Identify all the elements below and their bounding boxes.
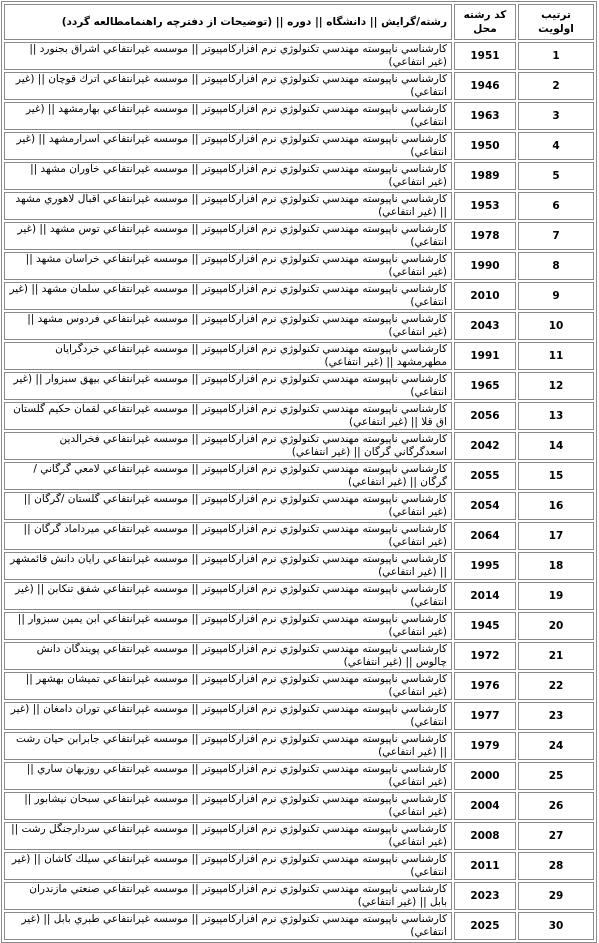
table-row [4, 372, 594, 400]
description-cell: كارشناسي ناپيوسته مهندسي تكنولوژي نرم افزاركامپيوتر || موسسه غيرانتفاعي اترك قوچان || (غير انتفاعي) [4, 72, 452, 100]
rank-cell: 4 [518, 132, 594, 160]
code-cell: 2043 [454, 312, 516, 340]
description-cell: كارشناسي ناپيوسته مهندسي تكنولوژي نرم افزاركامپيوتر || موسسه غيرانتفاعي لقمان حكيم گلستان اق قلا || (غير انتفاعي) [4, 402, 452, 430]
description-cell: كارشناسي ناپيوسته مهندسي تكنولوژي نرم افزاركامپيوتر || موسسه غيرانتفاعي توران دامغان || (غير انتفاعي) [4, 702, 452, 730]
rank-cell: 23 [518, 702, 594, 730]
header-code: کد رشته محل [454, 4, 516, 40]
table-row [4, 342, 594, 370]
code-cell: 2000 [454, 762, 516, 790]
code-cell: 1963 [454, 102, 516, 130]
rank-cell: 24 [518, 732, 594, 760]
code-cell: 1978 [454, 222, 516, 250]
rank-cell: 6 [518, 192, 594, 220]
description-cell: كارشناسي ناپيوسته مهندسي تكنولوژي نرم افزاركامپيوتر || موسسه غيرانتفاعي سلمان مشهد || (غير انتفاعي) [4, 282, 452, 310]
code-cell: 1976 [454, 672, 516, 700]
table-row [4, 732, 594, 760]
table-row [4, 312, 594, 340]
table-row [4, 522, 594, 550]
code-cell: 1989 [454, 162, 516, 190]
code-cell: 2042 [454, 432, 516, 460]
rank-cell: 14 [518, 432, 594, 460]
table-row [4, 612, 594, 640]
rank-cell: 2 [518, 72, 594, 100]
table-row [4, 162, 594, 190]
code-cell: 2011 [454, 852, 516, 880]
code-cell: 1953 [454, 192, 516, 220]
description-cell: كارشناسي ناپيوسته مهندسي تكنولوژي نرم افزاركامپيوتر || موسسه غيرانتفاعي فردوس مشهد || (غير انتفاعي) [4, 312, 452, 340]
rank-cell: 11 [518, 342, 594, 370]
table-row [4, 102, 594, 130]
rank-cell: 3 [518, 102, 594, 130]
description-cell: كارشناسي ناپيوسته مهندسي تكنولوژي نرم افزاركامپيوتر || موسسه غيرانتفاعي سبحان نيشابور || (غير انتفاعي) [4, 792, 452, 820]
rank-cell: 12 [518, 372, 594, 400]
code-cell: 1950 [454, 132, 516, 160]
rank-cell: 1 [518, 42, 594, 70]
code-cell: 1979 [454, 732, 516, 760]
rank-cell: 13 [518, 402, 594, 430]
table-body [4, 42, 594, 940]
rank-cell: 27 [518, 822, 594, 850]
table-row [4, 42, 594, 70]
table-row [4, 702, 594, 730]
table-row [4, 672, 594, 700]
description-cell: كارشناسي ناپيوسته مهندسي تكنولوژي نرم افزاركامپيوتر || موسسه غيرانتفاعي گلستان /گرگان || (غير انتفاعي) [4, 492, 452, 520]
rank-cell: 10 [518, 312, 594, 340]
rank-cell: 15 [518, 462, 594, 490]
code-cell: 2054 [454, 492, 516, 520]
rank-cell: 22 [518, 672, 594, 700]
code-cell: 1945 [454, 612, 516, 640]
code-cell: 2023 [454, 882, 516, 910]
table-row [4, 852, 594, 880]
description-cell: كارشناسي ناپيوسته مهندسي تكنولوژي نرم افزاركامپيوتر || موسسه غيرانتفاعي خردگرايان مطهرمشهد || (غير انتفاعي) [4, 342, 452, 370]
table-row [4, 762, 594, 790]
code-cell: 2056 [454, 402, 516, 430]
code-cell: 1951 [454, 42, 516, 70]
code-cell: 2010 [454, 282, 516, 310]
header-rank: ترتیب اولویت [518, 4, 594, 40]
description-cell: كارشناسي ناپيوسته مهندسي تكنولوژي نرم افزاركامپيوتر || موسسه غيرانتفاعي رايان دانش قائمشهر || (غير انتفاعي) [4, 552, 452, 580]
description-cell: كارشناسي ناپيوسته مهندسي تكنولوژي نرم افزاركامپيوتر || موسسه غيرانتفاعي ميرداماد گرگان || (غير انتفاعي) [4, 522, 452, 550]
description-cell: كارشناسي ناپيوسته مهندسي تكنولوژي نرم افزاركامپيوتر || موسسه غيرانتفاعي اقبال لاهوري مشهد || (غير انتفاعي) [4, 192, 452, 220]
description-cell: كارشناسي ناپيوسته مهندسي تكنولوژي نرم افزاركامپيوتر || موسسه غيرانتفاعي خاوران مشهد || (غير انتفاعي) [4, 162, 452, 190]
table-row [4, 882, 594, 910]
priority-table [1, 1, 597, 943]
description-cell: كارشناسي ناپيوسته مهندسي تكنولوژي نرم افزاركامپيوتر || موسسه غيرانتفاعي سيلك كاشان || (غير انتفاعي) [4, 852, 452, 880]
description-cell: كارشناسي ناپيوسته مهندسي تكنولوژي نرم افزاركامپيوتر || موسسه غيرانتفاعي صنعتي مازندران بابل || (غير انتفاعي) [4, 882, 452, 910]
rank-cell: 29 [518, 882, 594, 910]
rank-cell: 7 [518, 222, 594, 250]
description-cell: كارشناسي ناپيوسته مهندسي تكنولوژي نرم افزاركامپيوتر || موسسه غيرانتفاعي اشراق بجنورد || (غير انتفاعي) [4, 42, 452, 70]
rank-cell: 25 [518, 762, 594, 790]
rank-cell: 18 [518, 552, 594, 580]
code-cell: 1990 [454, 252, 516, 280]
description-cell: كارشناسي ناپيوسته مهندسي تكنولوژي نرم افزاركامپيوتر || موسسه غيرانتفاعي روزبهان ساري || (غير انتفاعي) [4, 762, 452, 790]
rank-cell: 9 [518, 282, 594, 310]
rank-cell: 16 [518, 492, 594, 520]
code-cell: 1946 [454, 72, 516, 100]
description-cell: كارشناسي ناپيوسته مهندسي تكنولوژي نرم افزاركامپيوتر || موسسه غيرانتفاعي سردارجنگل رشت || (غير انتفاعي) [4, 822, 452, 850]
rank-cell: 28 [518, 852, 594, 880]
code-cell: 1977 [454, 702, 516, 730]
rank-cell: 17 [518, 522, 594, 550]
table-row [4, 492, 594, 520]
description-cell: كارشناسي ناپيوسته مهندسي تكنولوژي نرم افزاركامپيوتر || موسسه غيرانتفاعي پويندگان دانش چالوس || (غير انتفاعي) [4, 642, 452, 670]
table-row [4, 252, 594, 280]
table-row [4, 462, 594, 490]
rank-cell: 30 [518, 912, 594, 940]
rank-cell: 19 [518, 582, 594, 610]
rank-cell: 26 [518, 792, 594, 820]
description-cell: كارشناسي ناپيوسته مهندسي تكنولوژي نرم افزاركامپيوتر || موسسه غيرانتفاعي طبري بابل || (غير انتفاعي) [4, 912, 452, 940]
rank-cell: 5 [518, 162, 594, 190]
table-row [4, 792, 594, 820]
table-row [4, 132, 594, 160]
description-cell: كارشناسي ناپيوسته مهندسي تكنولوژي نرم افزاركامپيوتر || موسسه غيرانتفاعي لامعي گرگاني /گرگان || (غير انتفاعي) [4, 462, 452, 490]
table-row [4, 432, 594, 460]
table-row [4, 222, 594, 250]
code-cell: 2025 [454, 912, 516, 940]
description-cell: كارشناسي ناپيوسته مهندسي تكنولوژي نرم افزاركامپيوتر || موسسه غيرانتفاعي بهارمشهد || (غير انتفاعي) [4, 102, 452, 130]
code-cell: 2014 [454, 582, 516, 610]
description-cell: كارشناسي ناپيوسته مهندسي تكنولوژي نرم افزاركامپيوتر || موسسه غيرانتفاعي تميشان بهشهر || (غير انتفاعي) [4, 672, 452, 700]
table-row [4, 822, 594, 850]
description-cell: كارشناسي ناپيوسته مهندسي تكنولوژي نرم افزاركامپيوتر || موسسه غيرانتفاعي ابن يمين سبزوار || (غير انتفاعي) [4, 612, 452, 640]
table-row [4, 282, 594, 310]
table-row [4, 192, 594, 220]
description-cell: كارشناسي ناپيوسته مهندسي تكنولوژي نرم افزاركامپيوتر || موسسه غيرانتفاعي شفق تنكابن || (غير انتفاعي) [4, 582, 452, 610]
description-cell: كارشناسي ناپيوسته مهندسي تكنولوژي نرم افزاركامپيوتر || موسسه غيرانتفاعي خراسان مشهد || (غير انتفاعي) [4, 252, 452, 280]
table-row [4, 72, 594, 100]
description-cell: كارشناسي ناپيوسته مهندسي تكنولوژي نرم افزاركامپيوتر || موسسه غيرانتفاعي جابرابن حيان رشت || (غير انتفاعي) [4, 732, 452, 760]
header-row [4, 4, 594, 40]
table-row [4, 582, 594, 610]
rank-cell: 8 [518, 252, 594, 280]
code-cell: 2008 [454, 822, 516, 850]
code-cell: 1991 [454, 342, 516, 370]
code-cell: 2055 [454, 462, 516, 490]
rank-cell: 21 [518, 642, 594, 670]
description-cell: كارشناسي ناپيوسته مهندسي تكنولوژي نرم افزاركامپيوتر || موسسه غيرانتفاعي اسرارمشهد || (غير انتفاعي) [4, 132, 452, 160]
description-cell: كارشناسي ناپيوسته مهندسي تكنولوژي نرم افزاركامپيوتر || موسسه غيرانتفاعي فخرالدين اسعدگرگاني گرگان || (غير انتفاعي) [4, 432, 452, 460]
rank-cell: 20 [518, 612, 594, 640]
table-row [4, 402, 594, 430]
code-cell: 2064 [454, 522, 516, 550]
description-cell: كارشناسي ناپيوسته مهندسي تكنولوژي نرم افزاركامپيوتر || موسسه غيرانتفاعي بيهق سبزوار || (غير انتفاعي) [4, 372, 452, 400]
description-cell: كارشناسي ناپيوسته مهندسي تكنولوژي نرم افزاركامپيوتر || موسسه غيرانتفاعي توس مشهد || (غير انتفاعي) [4, 222, 452, 250]
table-row [4, 552, 594, 580]
code-cell: 1965 [454, 372, 516, 400]
table-row [4, 912, 594, 940]
code-cell: 1995 [454, 552, 516, 580]
code-cell: 2004 [454, 792, 516, 820]
table-row [4, 642, 594, 670]
header-description: رشته/گرایش || دانشگاه || دوره || (توضیحات از دفترچه راهنمامطالعه گردد) [4, 4, 452, 40]
code-cell: 1972 [454, 642, 516, 670]
